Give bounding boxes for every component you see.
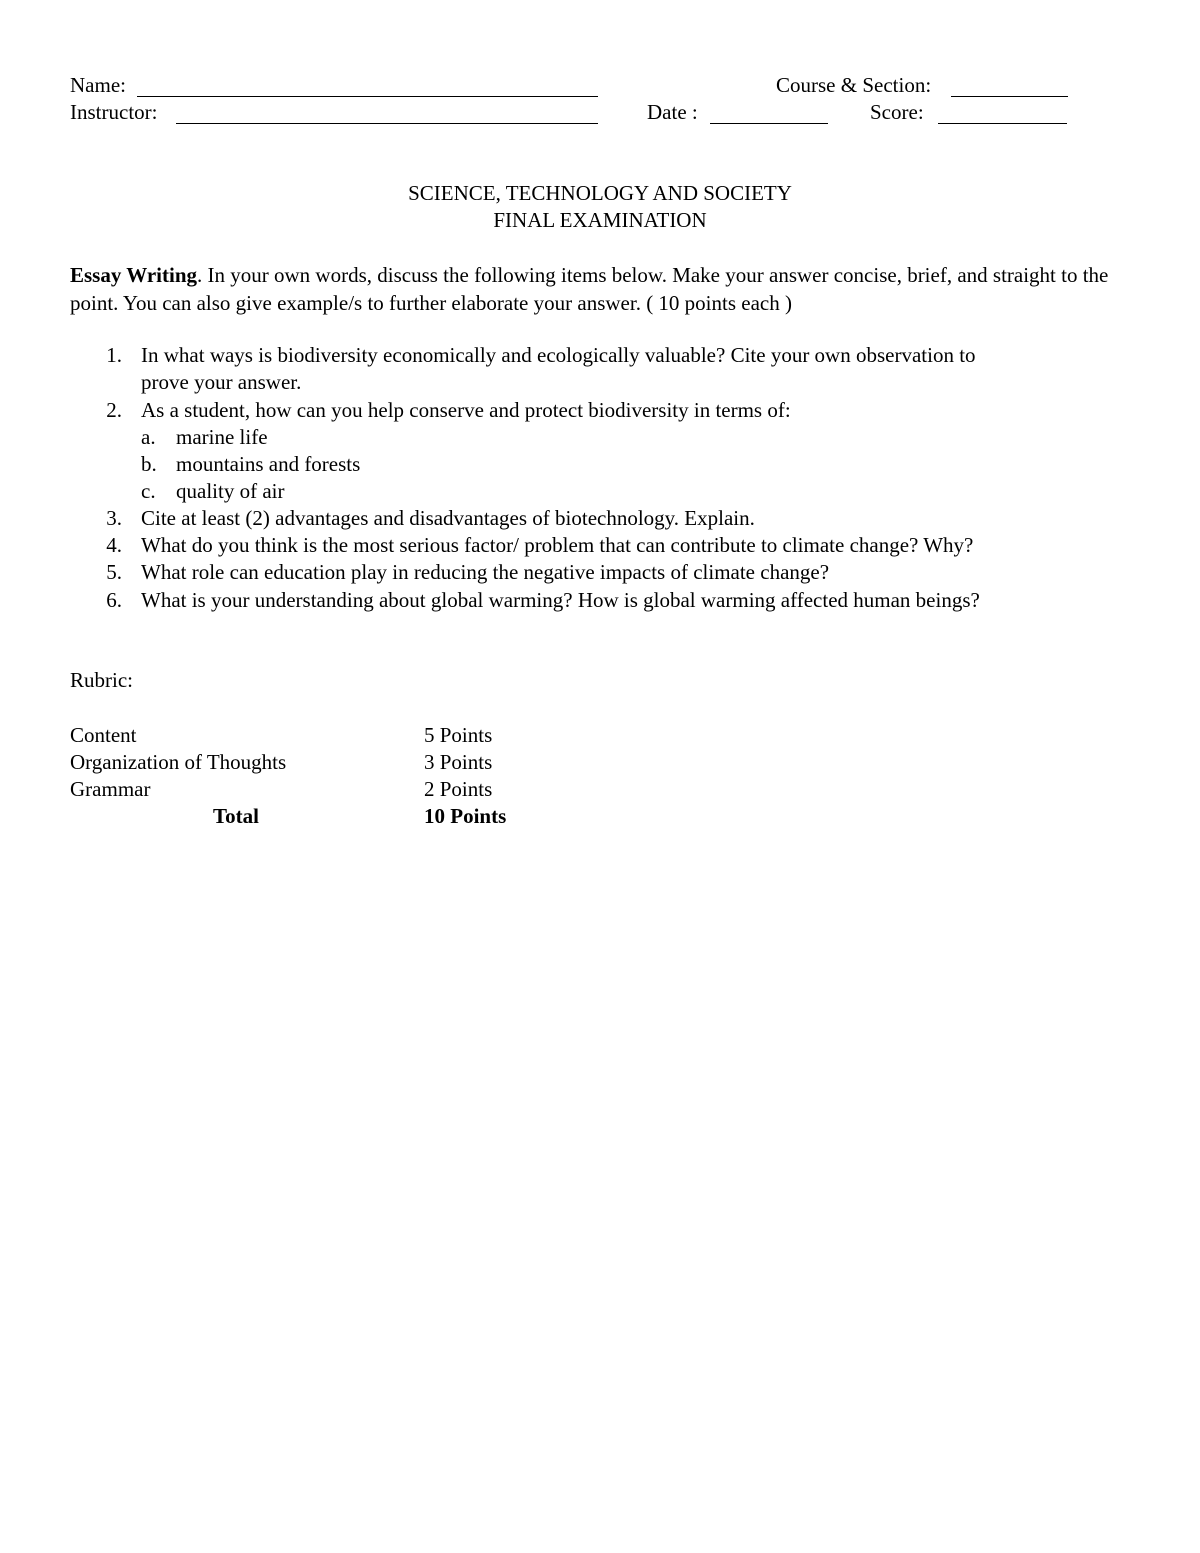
subitem-letter: c. (141, 479, 156, 503)
question-number: 4. (106, 533, 122, 557)
subitem-text: quality of air (176, 479, 285, 503)
rubric-criterion: Grammar (70, 777, 151, 801)
date-label: Date : (647, 100, 698, 124)
subitem-text: mountains and forests (176, 452, 361, 476)
rubric-total-points: 10 Points (424, 804, 507, 828)
rubric-points: 3 Points (424, 750, 493, 774)
instructions-paragraph (70, 261, 1130, 317)
course-section-label: Course & Section: (776, 73, 932, 97)
instructor-blank-line (176, 123, 598, 124)
instructions-heading: Essay Writing (70, 263, 198, 287)
name-blank-line (137, 96, 598, 97)
instructor-label: Instructor: (70, 100, 158, 124)
name-label: Name: (70, 73, 126, 97)
question-text: As a student, how can you help conserve and protect biodiversity in terms of: (141, 398, 791, 422)
date-blank-line (710, 123, 828, 124)
exam-subject-title: SCIENCE, TECHNOLOGY AND SOCIETY (408, 181, 792, 205)
subitem-letter: a. (141, 425, 156, 449)
question-number: 6. (106, 588, 122, 612)
score-label: Score: (870, 100, 924, 124)
rubric-total-label: Total (213, 804, 259, 828)
question-number: 3. (106, 506, 122, 530)
subitem-text: marine life (176, 425, 268, 449)
rubric-criterion: Organization of Thoughts (70, 750, 287, 774)
question-number: 5. (106, 560, 122, 584)
subitem-letter: b. (141, 452, 157, 476)
instructions-text: . In your own words, discuss the following items below. Make your answer concise, brief, and straight to the point. You can also give example/s to further elaborate your answer. ( 10 points each ) (70, 263, 1109, 315)
question-number: 2. (106, 398, 122, 422)
score-blank-line (938, 123, 1067, 124)
question-text: What is your understanding about global warming? How is global warming affected human beings? (141, 588, 980, 612)
question-text: What role can education play in reducing the negative impacts of climate change? (141, 560, 830, 584)
rubric-label: Rubric: (70, 668, 133, 692)
rubric-points: 5 Points (424, 723, 493, 747)
question-text: What do you think is the most serious factor/ problem that can contribute to climate change? Why? (141, 533, 974, 557)
question-text: Cite at least (2) advantages and disadvantages of biotechnology. Explain. (141, 506, 755, 530)
question-number: 1. (106, 343, 122, 367)
rubric-criterion: Content (70, 723, 137, 747)
question-text-continued: prove your answer. (141, 370, 302, 394)
rubric-points: 2 Points (424, 777, 493, 801)
exam-type-title: FINAL EXAMINATION (493, 208, 707, 232)
course-section-blank-line (951, 96, 1068, 97)
question-text: In what ways is biodiversity economically and ecologically valuable? Cite your own observation to (141, 343, 976, 367)
